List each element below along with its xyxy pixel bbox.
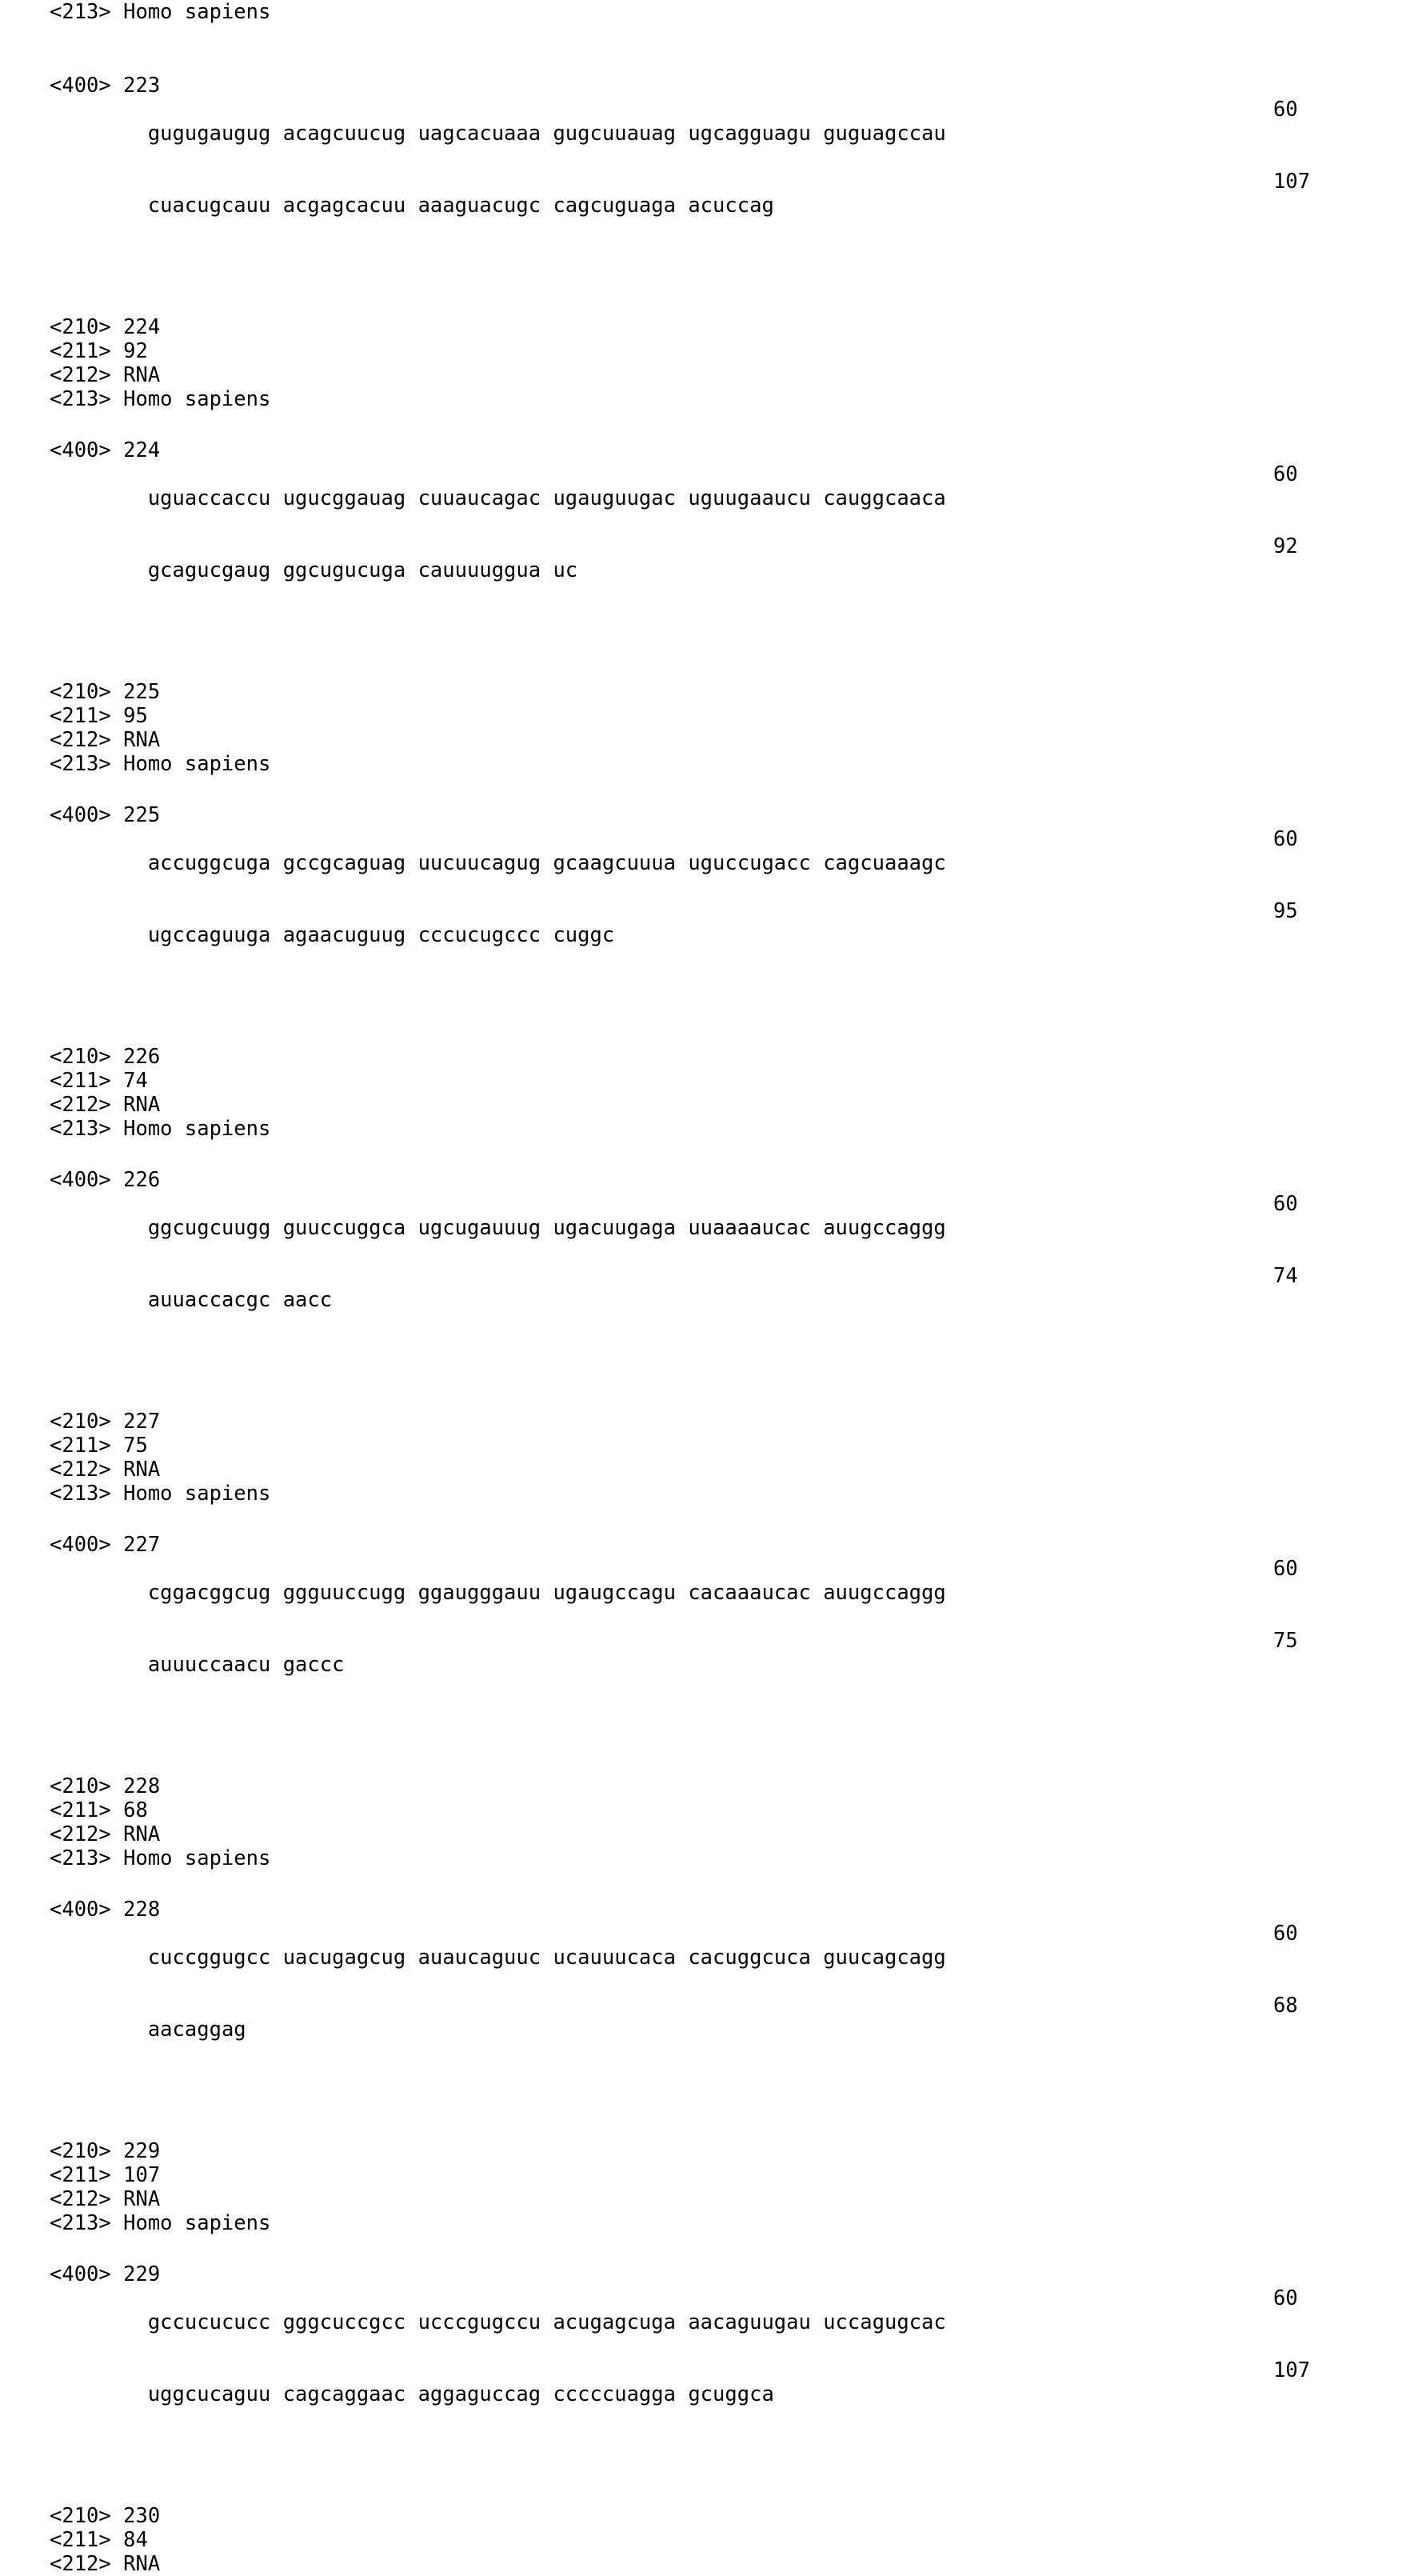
sequence-text: gcagucgaug ggcugucuga cauuuuggua uc <box>147 558 578 582</box>
sequence-position: 74 <box>1273 1264 1298 1288</box>
seq-type-line: <212> RNA <box>50 1093 161 1117</box>
seq-length-line: <211> 84 <box>50 2528 148 2552</box>
sequence-row <box>50 1629 1426 1701</box>
sequence-text: cggacggcug ggguuccugg ggaugggauu ugaugccagu cacaaaucac auugccaggg <box>147 1581 946 1605</box>
sequence-position: 92 <box>1273 534 1298 558</box>
sequence-text: uguaccaccu ugucggauag cuuaucagac ugauguugac uguugaaucu cauggcaaca <box>147 486 946 510</box>
sequence-text: ugccaguuga agaacuguug cccucugccc cuggc <box>147 923 615 947</box>
sequence-text: gccucucucc gggcuccgcc ucccgugccu acugagcuga aacaguugau uccagugcac <box>147 2310 946 2334</box>
sequence-position: 95 <box>1273 899 1298 923</box>
seq-length-line: <211> 92 <box>50 339 148 363</box>
sequence-text: uggcucaguu cagcaggaac aggaguccag cccccuagga gcuggca <box>147 2382 774 2406</box>
spacer <box>50 1021 1426 1045</box>
seq-type-line: <212> RNA <box>50 1458 161 1482</box>
sequence-row <box>50 1994 1426 2066</box>
spacer <box>50 242 1426 291</box>
sequence-entry-228 <box>50 1774 1426 2066</box>
sequence-row <box>50 2286 1426 2358</box>
seq-number-line: <210> 226 <box>50 1045 161 1069</box>
seq-number-line: <210> 227 <box>50 1410 161 1434</box>
seq-length-line: <211> 75 <box>50 1434 148 1458</box>
seq-length-line: <211> 74 <box>50 1069 148 1093</box>
seq-id-line: <400> 223 <box>50 74 161 98</box>
sequence-row <box>50 170 1426 242</box>
seq-length-line: <211> 107 <box>50 2163 161 2187</box>
sequence-row <box>50 1264 1426 1336</box>
sequence-position: 107 <box>1273 2358 1311 2382</box>
sequence-entry-226 <box>50 1045 1426 1336</box>
spacer <box>50 291 1426 315</box>
sequence-position: 60 <box>1273 462 1298 486</box>
sequence-position: 60 <box>1273 1557 1298 1581</box>
seq-number-line: <210> 225 <box>50 680 161 704</box>
spacer <box>50 971 1426 1021</box>
seq-number-line: <210> 224 <box>50 315 161 339</box>
sequence-row <box>50 2358 1426 2430</box>
seq-type-line: <212> RNA <box>50 363 161 387</box>
spacer <box>50 776 1426 803</box>
sequence-row <box>50 899 1426 971</box>
sequence-entry-227 <box>50 1410 1426 1701</box>
spacer <box>50 1870 1426 1898</box>
sequence-entry-230 <box>50 2504 1426 2576</box>
organism-line: <213> Homo sapiens <box>50 1846 271 1870</box>
seq-id-line: <400> 225 <box>50 803 161 827</box>
spacer <box>50 1386 1426 1410</box>
sequence-row <box>50 1192 1426 1264</box>
sequence-text: auuaccacgc aacc <box>147 1288 333 1312</box>
sequence-text: auuuccaacu gaccc <box>147 1653 345 1677</box>
seq-number-line: <210> 228 <box>50 1774 161 1798</box>
spacer <box>50 1750 1426 1774</box>
organism-line: <213> Homo sapiens <box>50 2211 271 2235</box>
spacer <box>50 411 1426 438</box>
organism-line: <213> Homo sapiens <box>50 1117 271 1141</box>
sequence-row <box>50 98 1426 170</box>
organism-line: <213> Homo sapiens <box>50 387 271 411</box>
spacer <box>50 2115 1426 2139</box>
sequence-text: accuggcuga gccgcaguag uucuucagug gcaagcuuua uguccugacc cagcuaaagc <box>147 851 946 875</box>
sequence-position: 60 <box>1273 827 1298 851</box>
seq-number-line: <210> 230 <box>50 2504 161 2528</box>
sequence-text: gugugaugug acagcuucug uagcacuaaa gugcuuauag ugcagguagu guguagccau <box>147 122 946 146</box>
seq-number-line: <210> 229 <box>50 2139 161 2163</box>
sequence-text: ggcugcuugg guuccuggca ugcugauuug ugacuugaga uuaaaaucac auugccaggg <box>147 1216 946 1240</box>
sequence-row <box>50 1922 1426 1994</box>
seq-id-line: <400> 228 <box>50 1898 161 1922</box>
sequence-entry-229 <box>50 2139 1426 2430</box>
spacer <box>50 1336 1426 1386</box>
organism-line: <213> Homo sapiens <box>50 752 271 776</box>
spacer <box>50 2480 1426 2504</box>
sequence-row <box>50 534 1426 606</box>
seq-id-line: <400> 224 <box>50 438 161 462</box>
spacer <box>50 1701 1426 1750</box>
sequence-position: 60 <box>1273 2286 1298 2310</box>
spacer <box>50 2066 1426 2115</box>
seq-id-line: <400> 229 <box>50 2262 161 2286</box>
sequence-position: 60 <box>1273 98 1298 122</box>
sequence-position: 68 <box>1273 1994 1298 2018</box>
sequence-position: 107 <box>1273 170 1311 194</box>
spacer <box>50 606 1426 656</box>
spacer <box>50 2235 1426 2262</box>
sequence-text: cuacugcauu acgagcacuu aaaguacugc cagcuguaga acuccag <box>147 194 774 218</box>
organism-line: <213> Homo sapiens <box>50 1482 271 1506</box>
seq-length-line: <211> 95 <box>50 704 148 728</box>
sequence-position: 75 <box>1273 1629 1298 1653</box>
spacer <box>50 1141 1426 1168</box>
seq-length-line: <211> 68 <box>50 1798 148 1822</box>
seq-type-line: <212> RNA <box>50 728 161 752</box>
organism-line: <213> Homo sapiens <box>50 0 271 24</box>
spacer <box>50 1506 1426 1533</box>
seq-id-line: <400> 227 <box>50 1533 161 1557</box>
seq-type-line: <212> RNA <box>50 2187 161 2211</box>
spacer <box>50 2430 1426 2480</box>
sequence-entry-225 <box>50 680 1426 971</box>
sequence-row <box>50 827 1426 899</box>
sequence-text: aacaggag <box>147 2018 246 2042</box>
seq-id-line: <400> 226 <box>50 1168 161 1192</box>
sequence-entry-223 <box>50 0 1426 242</box>
sequence-row <box>50 1557 1426 1629</box>
sequence-position: 60 <box>1273 1192 1298 1216</box>
seq-type-line: <212> RNA <box>50 2552 161 2576</box>
sequence-row <box>50 462 1426 534</box>
spacer <box>50 656 1426 680</box>
sequence-text: cuccggugcc uacugagcug auaucaguuc ucauuucaca cacuggcuca guucagcagg <box>147 1946 946 1970</box>
sequence-entry-224 <box>50 315 1426 606</box>
spacer <box>50 24 1426 74</box>
sequence-position: 60 <box>1273 1922 1298 1946</box>
seq-type-line: <212> RNA <box>50 1822 161 1846</box>
